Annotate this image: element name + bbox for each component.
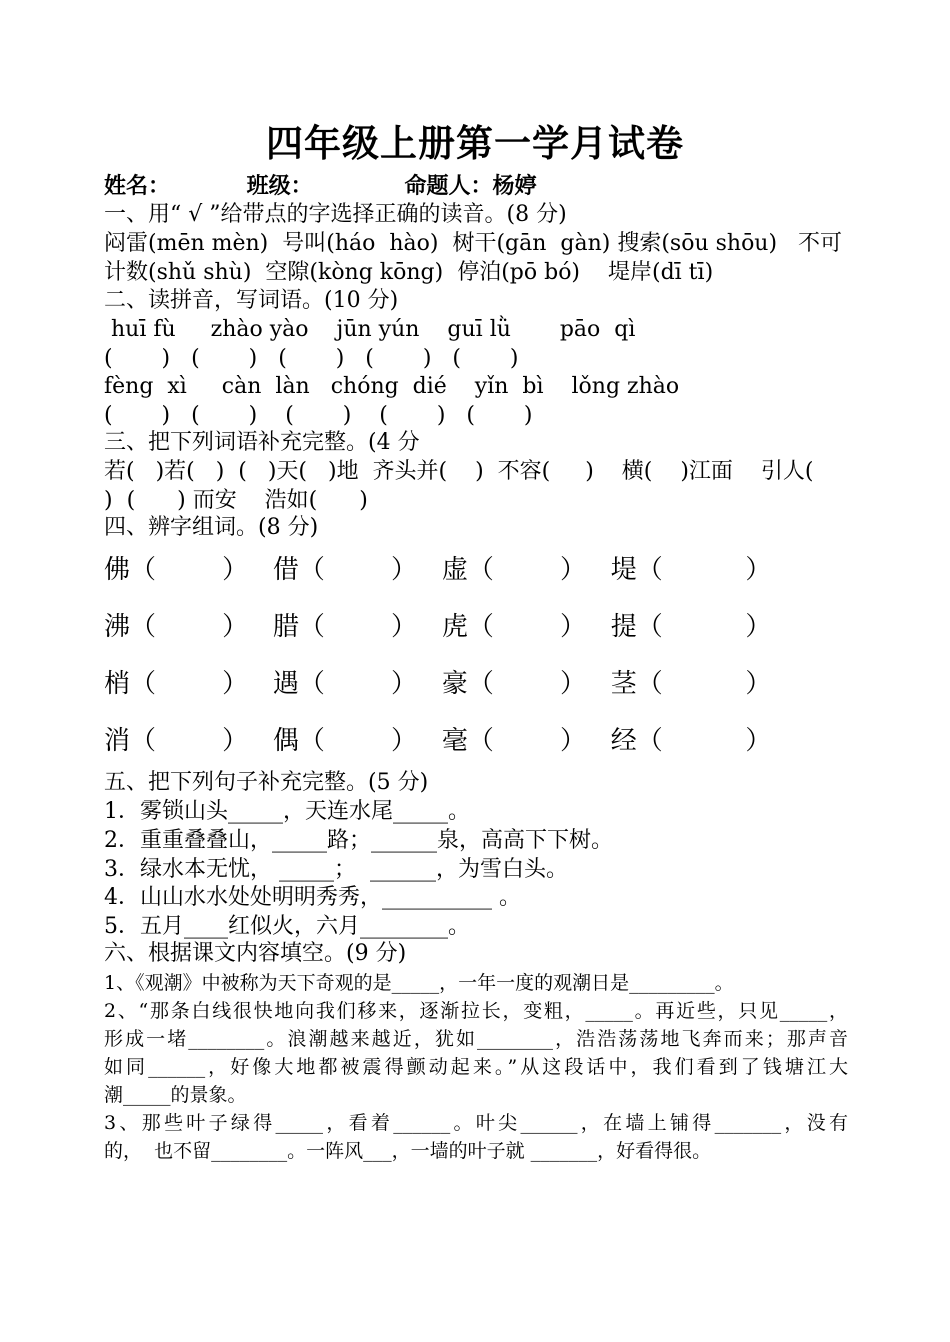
section-3-line-1: 若( )若( ) ( )天( )地 齐头并( ) 不容( ) 横( )江面 引人( (104, 459, 814, 484)
section-4-row-3: 梢（ ） 遇（ ） 豪（ ） 茎（ ） (104, 669, 772, 699)
section-6-line-5: 潮_____的景象。 (104, 1084, 247, 1106)
section-5-heading: 五、把下列句子补充完整。(5 分) (104, 770, 429, 795)
section-5-item-5: 5．五月____红似火，六月________。 (104, 914, 470, 939)
section-1-heading: 一、用“ √ ”给带点的字选择正确的读音。(8 分) (104, 202, 567, 227)
section-6-line-7: 的， 也不留________。一阵风___，一墙的叶子就 _______，好看得很。 (104, 1140, 712, 1162)
section-6-line-6: 3、那些叶子绿得_____，看着______。叶尖______，在墙上铺得_______，没有 (104, 1112, 848, 1134)
section-6-line-1: 1、《观潮》中被称为天下奇观的是_____，一年一度的观潮日是_________。 (104, 972, 734, 994)
section-2-pinyin-2: fèng xì càn làn chóng dié yǐn bì lǒng zhào (104, 374, 680, 399)
section-5-item-4: 4．山山水水处处明明秀秀，__________ 。 (104, 885, 521, 910)
section-5-item-1: 1．雾锁山头_____，天连水尾_____。 (104, 799, 470, 824)
section-4-heading: 四、辨字组词。(8 分) (104, 515, 319, 540)
section-2-heading: 二、读拼音，写词语。(10 分) (104, 288, 399, 313)
section-4-row-2: 沸（ ） 腊（ ） 虎（ ） 提（ ） (104, 612, 772, 642)
section-1-line-1: 闷雷(mēn mèn) 号叫(háo hào) 树干(gān gàn) 搜索(sōu shōu) 不可 (104, 231, 843, 256)
section-2-pinyin-1: huī fù zhào yào jūn yún guī lǜ pāo qì (104, 317, 636, 342)
section-4-row-4: 消（ ） 偶（ ） 毫（ ） 经（ ） (104, 726, 772, 756)
student-info-line: 姓名： 班级： 命题人：杨婷 (104, 173, 537, 199)
section-6-line-2: 2、“那条白线很快地向我们移来，逐渐拉长，变粗，_____。再近些，只见_____， (104, 1000, 848, 1022)
section-3-heading: 三、把下列词语补充完整。(4 分 (104, 430, 420, 455)
section-6-line-4: 如同______，好像大地都被震得颤动起来。”从这段话中，我们看到了钱塘江大 (104, 1056, 848, 1078)
section-3-line-2: ) ( ) 而安 浩如( ) (104, 488, 368, 513)
page-title: 四年级上册第一学月试卷 (266, 121, 684, 165)
section-6-line-3: 形成一堵________。浪潮越来越近，犹如________，浩浩荡荡地飞奔而来；那声音 (104, 1028, 848, 1050)
section-5-item-2: 2．重重叠叠山，_____路；______泉，高高下下树。 (104, 828, 613, 853)
section-1-line-2: 计数(shǔ shù) 空隙(kòng kōng) 停泊(pō bó) 堤岸(dī tī) (104, 260, 714, 285)
section-5-item-3: 3．绿水本无忧， _____； ______，为雪白头。 (104, 857, 568, 882)
section-2-blanks-2: ( ) ( ) ( ) ( ) ( ) (104, 403, 533, 428)
section-4-row-1: 佛（ ） 借（ ） 虚（ ） 堤（ ） (104, 555, 772, 585)
section-2-blanks-1: ( ) ( ) ( ) ( ) ( ) (104, 346, 519, 371)
section-6-heading: 六、根据课文内容填空。(9 分) (104, 941, 407, 966)
